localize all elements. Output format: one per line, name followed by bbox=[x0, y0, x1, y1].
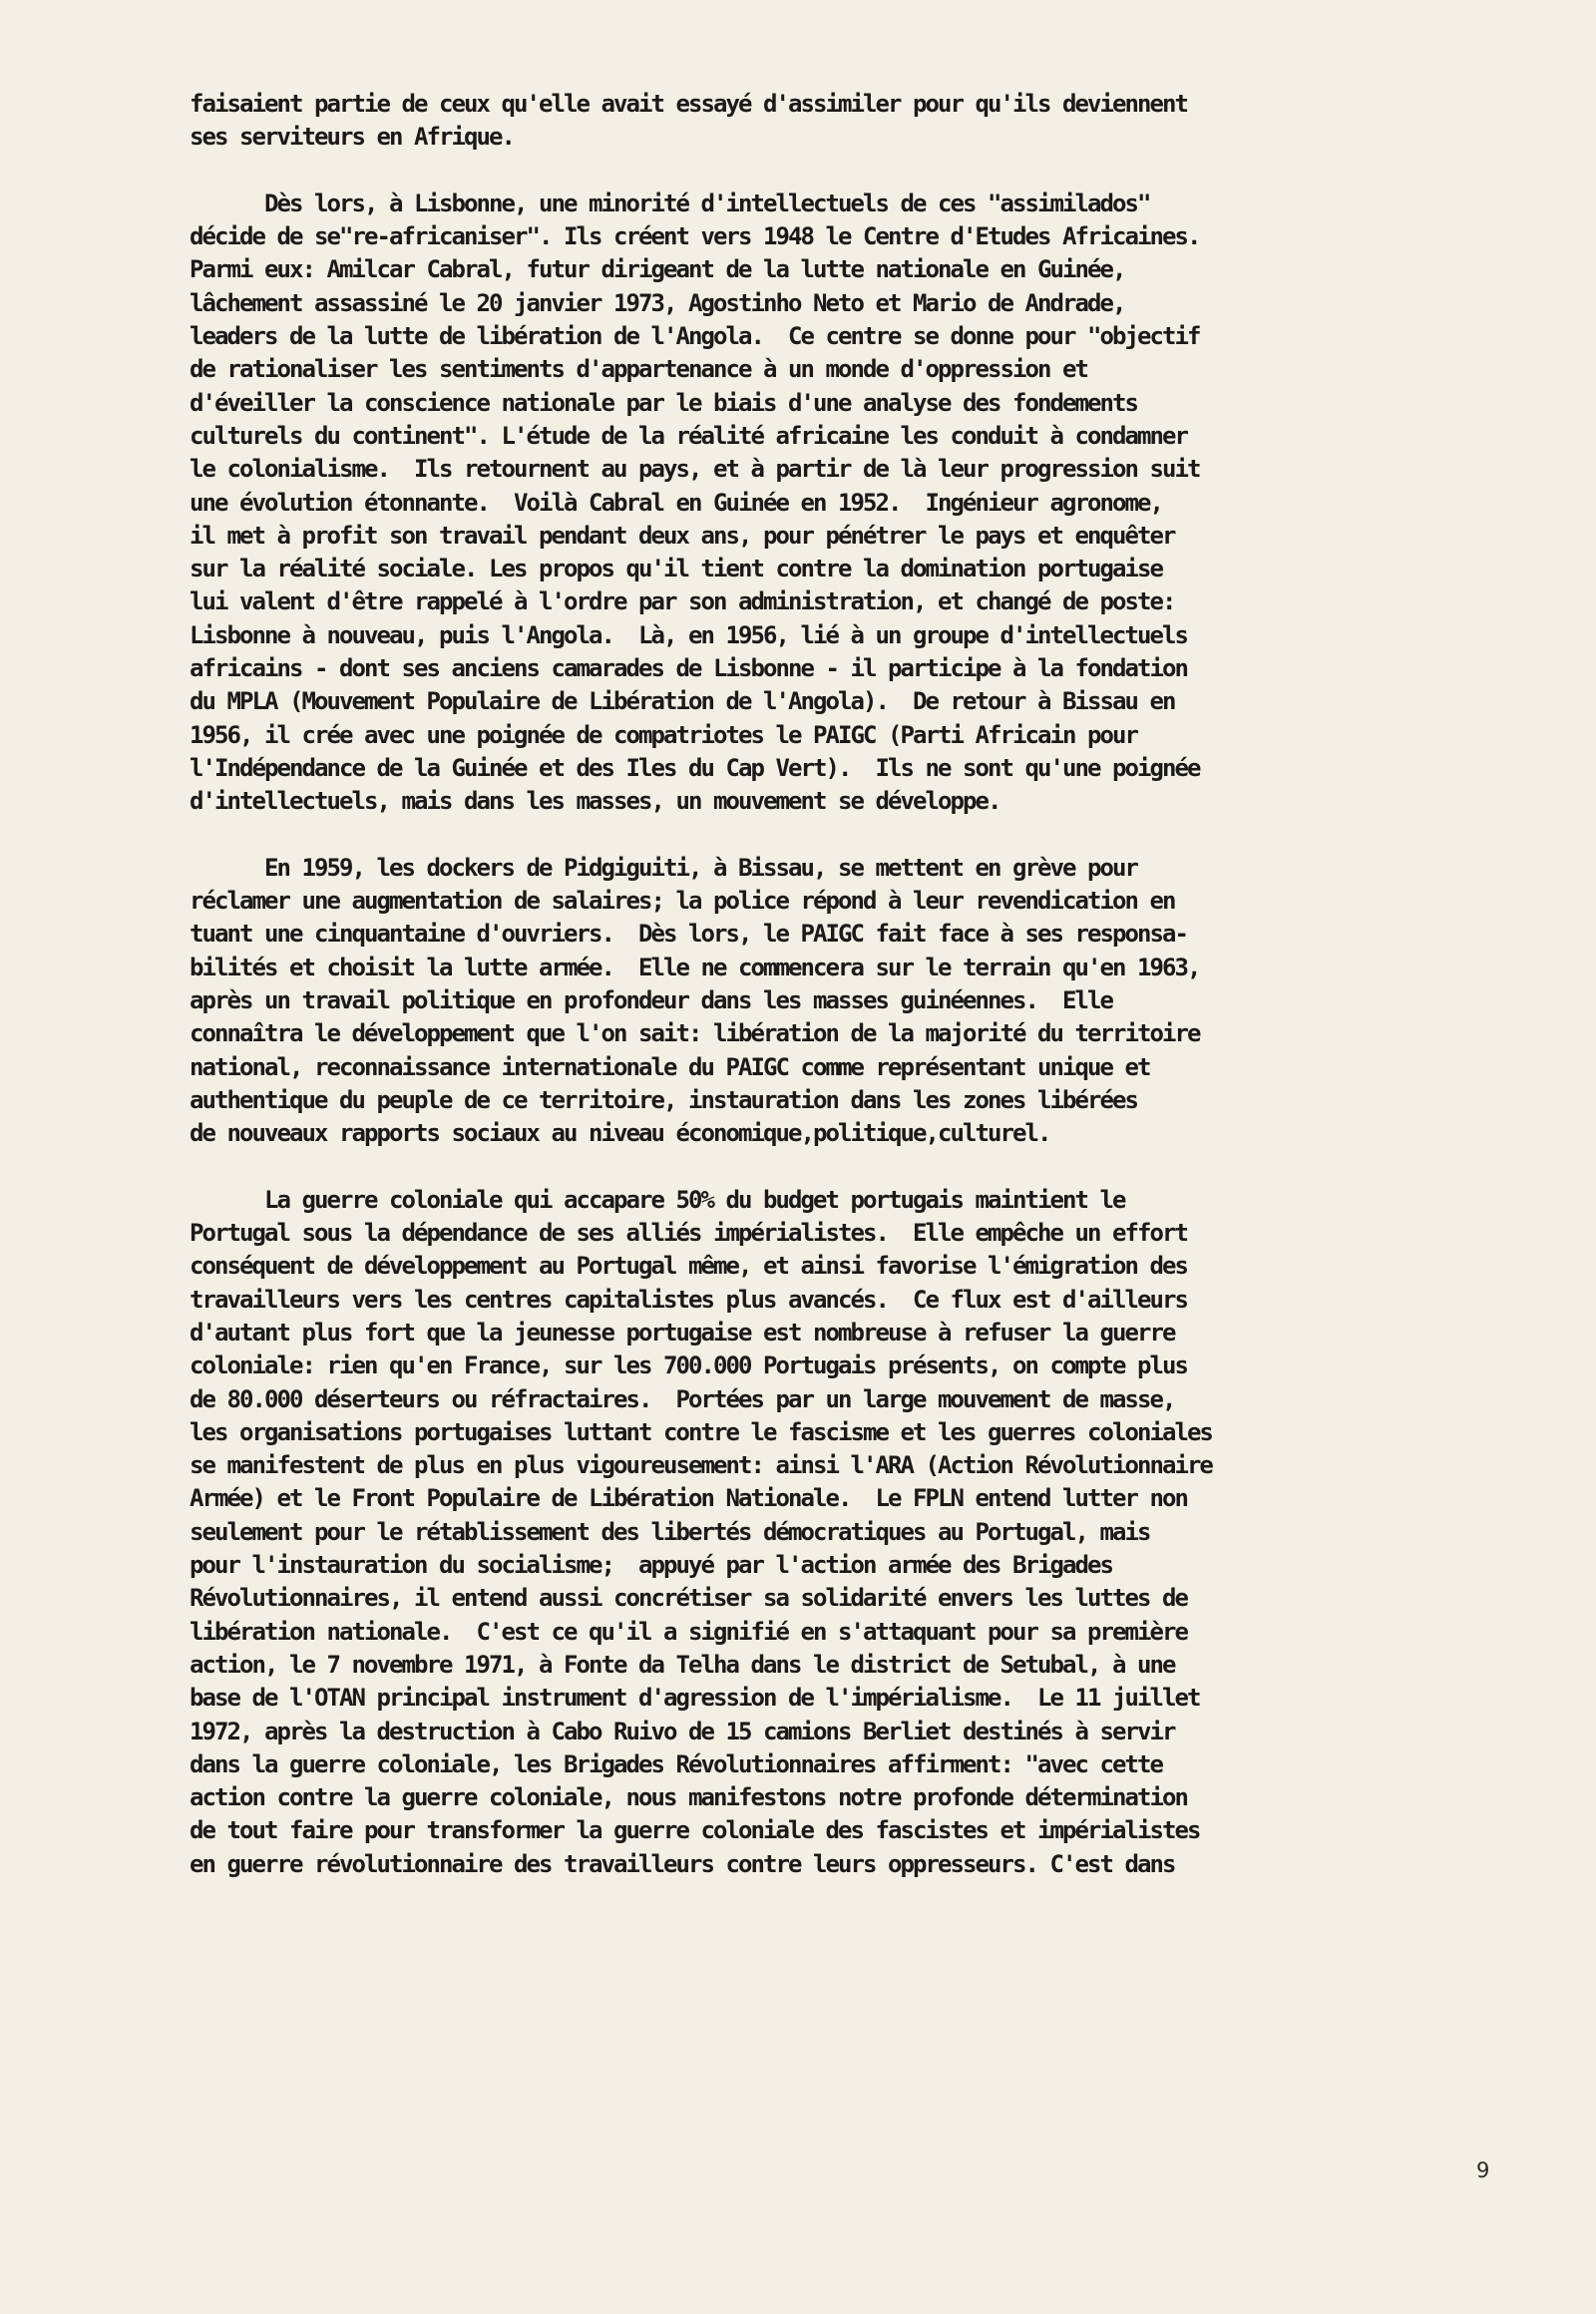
text-line: 1956, il crée avec une poignée de compatriotes le PAIGC (Parti Africain pour bbox=[190, 720, 1137, 749]
text-line: action contre la guerre coloniale, nous manifestons notre profonde détermination bbox=[190, 1783, 1187, 1812]
text-line: d'intellectuels, mais dans les masses, un mouvement se développe. bbox=[190, 787, 1000, 816]
text-line: base de l'OTAN principal instrument d'agression de l'impérialisme. Le 11 juillet bbox=[190, 1684, 1200, 1713]
text-line: de rationaliser les sentiments d'appartenance à un monde d'oppression et bbox=[190, 355, 1087, 384]
paragraph bbox=[190, 1184, 1486, 1881]
text-line: du MPLA (Mouvement Populaire de Libération de l'Angola). De retour à Bissau en bbox=[190, 687, 1175, 716]
text-line: de nouveaux rapports sociaux au niveau économique,politique,culturel. bbox=[190, 1119, 1050, 1148]
text-line: coloniale: rien qu'en France, sur les 700.000 Portugais présents, on compte plus bbox=[190, 1351, 1187, 1380]
text-line: africains - dont ses anciens camarades de Lisbonne - il participe à la fondation bbox=[190, 654, 1187, 683]
body-text bbox=[190, 88, 1486, 1914]
text-line: réclamer une augmentation de salaires; la police répond à leur revendication en bbox=[190, 887, 1175, 916]
text-line: libération nationale. C'est ce qu'il a signifié en s'attaquant pour sa première bbox=[190, 1617, 1187, 1646]
text-line: faisaient partie de ceux qu'elle avait essayé d'assimiler pour qu'ils deviennent bbox=[190, 90, 1187, 118]
text-line: lâchement assassiné le 20 janvier 1973, Agostinho Neto et Mario de Andrade, bbox=[190, 288, 1125, 317]
text-line: bilités et choisit la lutte armée. Elle ne commencera sur le terrain qu'en 1963, bbox=[190, 953, 1200, 981]
text-line: sur la réalité sociale. Les propos qu'il tient contre la domination portugaise bbox=[190, 555, 1162, 583]
text-line: conséquent de développement au Portugal même, et ainsi favorise l'émigration des bbox=[190, 1252, 1187, 1281]
text-line: national, reconnaissance internationale du PAIGC comme représentant unique et bbox=[190, 1052, 1150, 1081]
text-line: Parmi eux: Amilcar Cabral, futur dirigeant de la lutte nationale en Guinée, bbox=[190, 255, 1125, 284]
text-line: de tout faire pour transformer la guerre coloniale des fascistes et impérialistes bbox=[190, 1816, 1200, 1845]
text-line: Portugal sous la dépendance de ses alliés impérialistes. Elle empêche un effort bbox=[190, 1219, 1187, 1248]
text-line: La guerre coloniale qui accapare 50% du budget portugais maintient le bbox=[190, 1185, 1125, 1214]
text-line: d'éveiller la conscience nationale par le biais d'une analyse des fondements bbox=[190, 388, 1137, 417]
text-line: 1972, après la destruction à Cabo Ruivo de 15 camions Berliet destinés à servir bbox=[190, 1717, 1175, 1745]
text-line: Dès lors, à Lisbonne, une minorité d'intellectuels de ces "assimilados" bbox=[190, 189, 1150, 217]
text-line: Armée) et le Front Populaire de Libération Nationale. Le FPLN entend lutter non bbox=[190, 1484, 1187, 1513]
text-line: une évolution étonnante. Voilà Cabral en Guinée en 1952. Ingénieur agronome, bbox=[190, 488, 1162, 517]
text-line: action, le 7 novembre 1971, à Fonte da Telha dans le district de Setubal, à une bbox=[190, 1650, 1175, 1679]
text-line: culturels du continent". L'étude de la réalité africaine les conduit à condamner bbox=[190, 421, 1187, 450]
text-line: le colonialisme. Ils retournent au pays, et à partir de là leur progression suit bbox=[190, 455, 1200, 484]
text-line: En 1959, les dockers de Pidgiguiti, à Bissau, se mettent en grève pour bbox=[190, 853, 1137, 882]
text-line: décide de se"re-africaniser". Ils créent vers 1948 le Centre d'Etudes Africaines. bbox=[190, 222, 1200, 251]
text-line: se manifestent de plus en plus vigoureusement: ainsi l'ARA (Action Révolutionnaire bbox=[190, 1451, 1212, 1480]
text-line: après un travail politique en profondeur dans les masses guinéennes. Elle bbox=[190, 986, 1112, 1015]
paragraph bbox=[190, 188, 1486, 819]
text-line: travailleurs vers les centres capitalistes plus avancés. Ce flux est d'ailleurs bbox=[190, 1285, 1187, 1314]
paragraph bbox=[190, 88, 1486, 155]
text-line: en guerre révolutionnaire des travailleurs contre leurs oppresseurs. C'est dans bbox=[190, 1849, 1175, 1878]
text-line: connaîtra le développement que l'on sait: libération de la majorité du territoire bbox=[190, 1019, 1200, 1048]
text-line: dans la guerre coloniale, les Brigades Révolutionnaires affirment: "avec cette bbox=[190, 1749, 1162, 1778]
page-number: 9 bbox=[1476, 2158, 1490, 2182]
text-line: lui valent d'être rappelé à l'ordre par son administration, et changé de poste: bbox=[190, 587, 1175, 616]
paragraph bbox=[190, 852, 1486, 1151]
text-line: de 80.000 déserteurs ou réfractaires. Portées par un large mouvement de masse, bbox=[190, 1384, 1175, 1413]
text-line: seulement pour le rétablissement des libertés démocratiques au Portugal, mais bbox=[190, 1517, 1150, 1546]
text-line: les organisations portugaises luttant contre le fascisme et les guerres coloniales bbox=[190, 1417, 1212, 1446]
text-line: leaders de la lutte de libération de l'Angola. Ce centre se donne pour "objectif bbox=[190, 322, 1200, 351]
text-line: d'autant plus fort que la jeunesse portugaise est nombreuse à refuser la guerre bbox=[190, 1318, 1175, 1347]
text-line: l'Indépendance de la Guinée et des Iles du Cap Vert). Ils ne sont qu'une poignée bbox=[190, 753, 1200, 782]
text-line: tuant une cinquantaine d'ouvriers. Dès lors, le PAIGC fait face à ses responsa- bbox=[190, 920, 1187, 949]
text-line: il met à profit son travail pendant deux ans, pour pénétrer le pays et enquêter bbox=[190, 521, 1175, 550]
text-line: ses serviteurs en Afrique. bbox=[190, 123, 514, 152]
text-line: Lisbonne à nouveau, puis l'Angola. Là, en 1956, lié à un groupe d'intellectuels bbox=[190, 620, 1187, 649]
text-line: authentique du peuple de ce territoire, instauration dans les zones libérées bbox=[190, 1085, 1137, 1114]
text-line: Révolutionnaires, il entend aussi concrétiser sa solidarité envers les luttes de bbox=[190, 1584, 1187, 1613]
text-line: pour l'instauration du socialisme; appuyé par l'action armée des Brigades bbox=[190, 1551, 1112, 1580]
